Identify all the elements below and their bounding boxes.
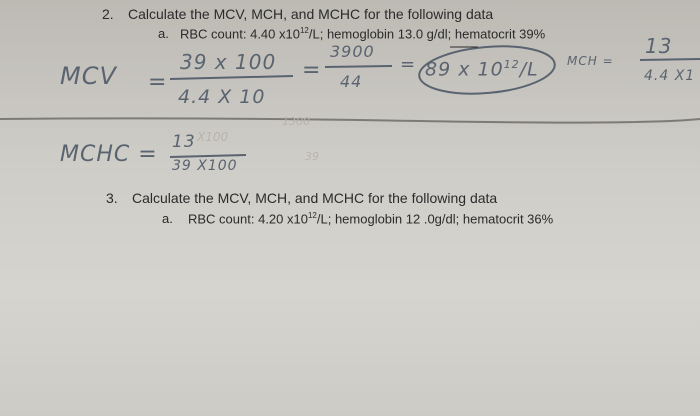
problem2-item-label: a. [158, 26, 169, 41]
problem3-title: Calculate the MCV, MCH, and MCHC for the following data [132, 190, 498, 206]
problem2-number: 2. [102, 6, 114, 22]
fraction-numerator: 3900 [330, 42, 375, 61]
problem2-data: RBC count: 4.40 $x10^{12}/L$; hemoglobin 13.0 g/dl; hematocrit 39% [180, 26, 546, 42]
circled-result: 89 x $10^{12}/L$ [425, 58, 539, 81]
mcv-numerator: 39 x 100 [180, 50, 277, 74]
mch-numerator: 13 [645, 34, 673, 58]
equals-1: = [148, 70, 168, 95]
mcv-denominator: 4.4 X 10 [178, 86, 266, 108]
mcv-label: MCV [60, 62, 117, 90]
problem2-title: Calculate the MCV, MCH, and MCHC for the following data [128, 6, 494, 22]
problem3-number: 3. [106, 190, 118, 206]
mch-denominator: 4.4 X1 [644, 68, 696, 84]
erased-mark-b: 1300 [282, 115, 310, 128]
fraction-denominator: 44 [340, 72, 363, 91]
equals-2: = [302, 58, 322, 83]
mchc-denominator: 39 X100 [172, 158, 238, 174]
mch-label: MCH = [567, 54, 614, 68]
equals-3: = [400, 54, 417, 75]
mchc-numerator: 13 [172, 132, 196, 152]
erased-mark-a: X100 [197, 130, 229, 144]
erased-mark-c: 39 [305, 150, 319, 163]
mchc-label: MCHC = [60, 142, 158, 167]
problem3-item-label: a. [162, 211, 173, 226]
problem3-data: RBC count: 4.20 $x10^{12}/L$; hemoglobin 12 .0g/dl; hematocrit 36% [188, 211, 554, 227]
